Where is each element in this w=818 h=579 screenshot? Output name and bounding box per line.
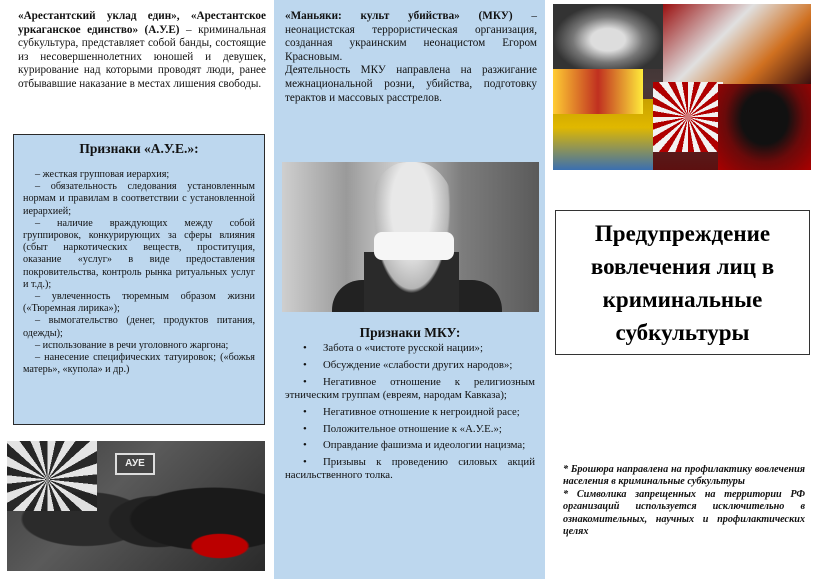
- mku-intro-text: – неонацистская террористическая организация, созданная украинским неонацистом Егором Красновым.: [285, 10, 538, 63]
- footnote-2: * Символика запрещенных на территории РФ организаций используется исключительно в ознакомительных, научных и профилактических целях: [563, 488, 805, 538]
- starburst-graphic: [653, 82, 723, 152]
- starburst-graphic: [7, 441, 97, 511]
- aue-signs-box: [13, 134, 265, 425]
- mku-sign-item: • Оправдание фашизма и идеологии нацизма;: [285, 439, 535, 452]
- aue-sign-item: – использование в речи уголовного жаргона;: [35, 339, 229, 351]
- aue-sign-item: – увлеченность тюремным образом жизни («Тюремная лирика»);: [23, 291, 255, 315]
- collage-tile: [553, 4, 663, 69]
- collage-tile: [718, 84, 811, 170]
- mku-intro-bold: «Маньяки: культ убийства» (МКУ): [285, 10, 513, 22]
- mku-sign-item: • Призывы к проведению силовых акций насильственного толка.: [285, 456, 535, 482]
- aue-sign-item: – наличие враждующих между собой группировок, конкурирующих за сферы влияния (сбыт наркотических веществ, проституция, оказание «услуг» в виде предоставления покровительства, контроль рынка ритуальных услуг и т.д.);: [23, 217, 255, 290]
- aue-signs-title: Признаки «А.У.Е.»:: [79, 141, 199, 156]
- mku-sign-item: • Обсуждение «слабости других народов»;: [285, 359, 535, 372]
- brochure-title-box: [555, 210, 810, 355]
- aue-intro-text: – криминальная субкультура, представляет собой банды, состоящие из несовершеннолетних юношей и девушек, курирование над которыми проводят люди, ранее отбывавшие наказание в местах лишения свободы.: [18, 23, 266, 90]
- mku-intro-text2: Деятельность МКУ направлена на разжигание межнациональной розни, убийства, подготовку терактов и массовых расстрелов.: [285, 64, 537, 104]
- photo-figure-mask: [374, 232, 454, 260]
- aue-sign-item: – вымогательство (денег, продуктов питания, одежды);: [23, 315, 255, 339]
- collage-tile: [663, 4, 811, 84]
- mku-photo: [282, 162, 539, 312]
- aue-sign-item: – нанесение специфических татуировок; («божья матерь», «купола» и др.): [23, 352, 255, 376]
- mku-sign-item: • Положительное отношение к «А.У.Е.»;: [285, 423, 535, 436]
- footnote: [563, 464, 805, 538]
- mku-sign-item: • Негативное отношение к религиозным этническим группам (евреям, народам Кавказа);: [285, 376, 535, 402]
- mku-sign-item: • Забота о «чистоте русской нации»;: [285, 342, 535, 355]
- red-stain-graphic: [185, 531, 255, 561]
- collage-photo: [553, 4, 811, 170]
- mku-signs-title: Признаки МКУ:: [359, 325, 461, 340]
- mku-intro: [285, 10, 537, 105]
- brochure-title: Предупреждение вовлечения лиц в криминальные субкультуры: [590, 220, 775, 345]
- mku-signs: [285, 325, 535, 486]
- mku-signs-list: [285, 342, 535, 482]
- mku-column: [274, 0, 545, 579]
- aue-intro: [18, 10, 266, 92]
- aue-sign-item: – жесткая групповая иерархия;: [35, 169, 170, 180]
- mku-sign-item: • Негативное отношение к негроидной расе;: [285, 406, 535, 419]
- aue-intro-bold: «Арестантский уклад един», «Арестантское уркаганское единство» (А.У.Е): [18, 10, 266, 36]
- aue-sign-item: – обязательность следования установленным нормам и правилам в соответствии с установленной иерархией;: [23, 181, 255, 217]
- footnote-1: * Брошюра направлена на профилактику вовлечения населения в криминальные субкультуры: [563, 464, 805, 488]
- aue-photo: [7, 441, 265, 571]
- aue-sign-label: АУЕ: [115, 453, 155, 475]
- collage-tile: [553, 69, 643, 114]
